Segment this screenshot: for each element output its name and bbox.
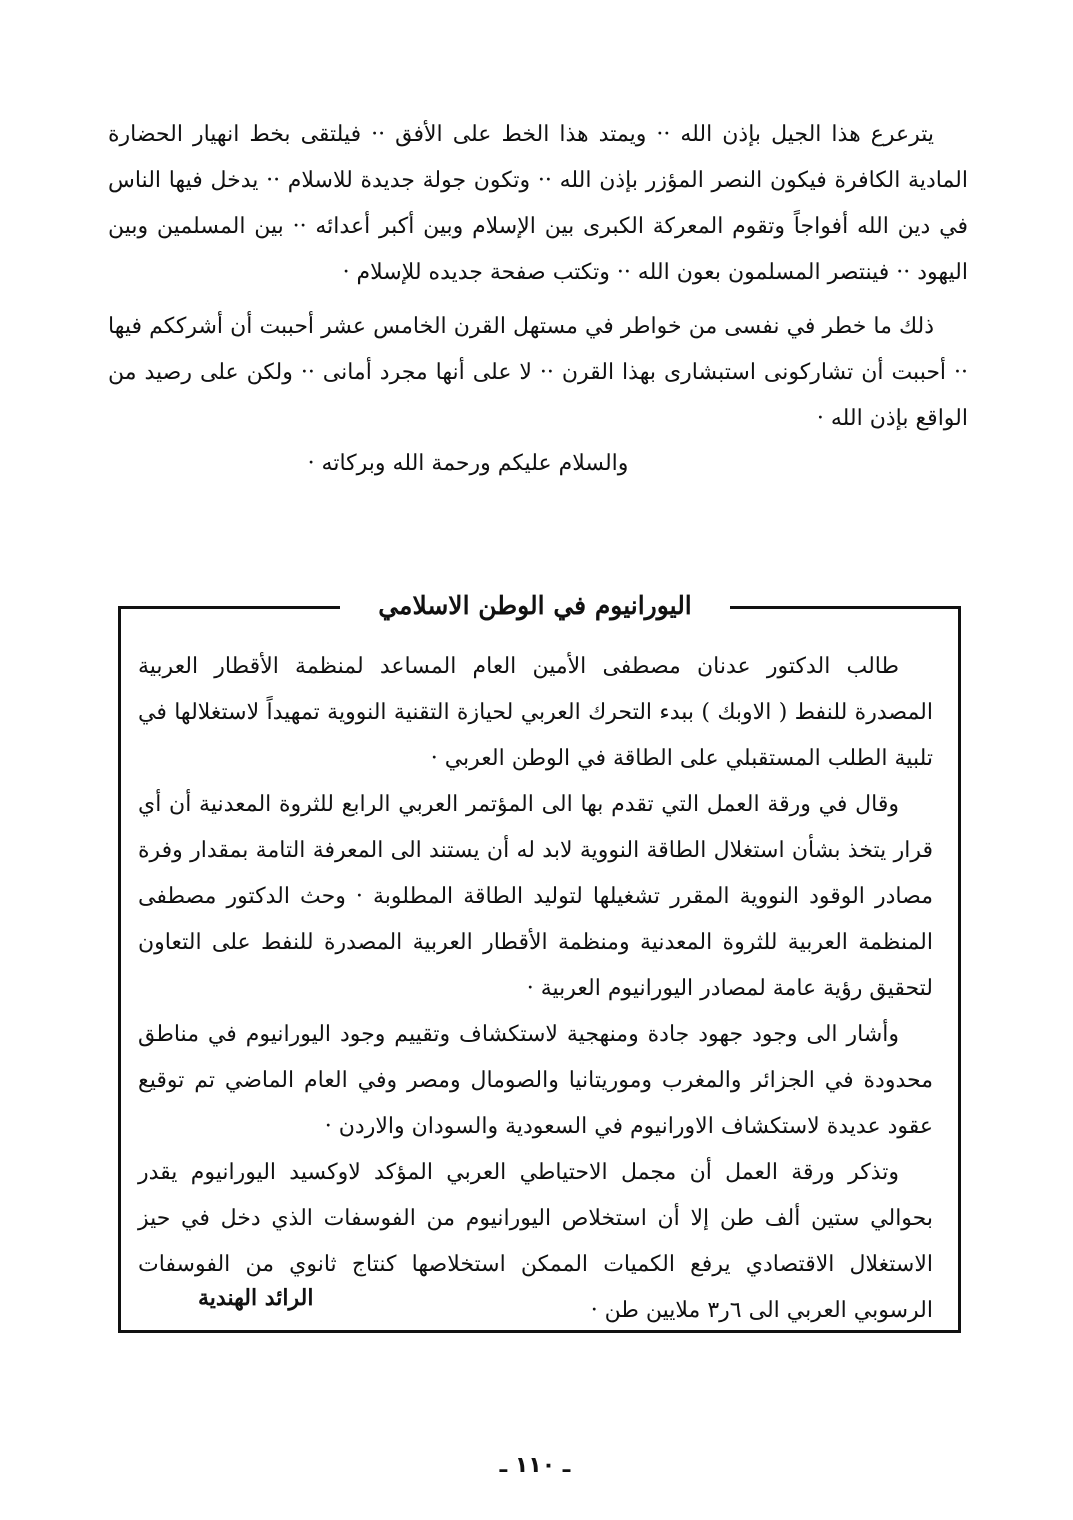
article-paragraph-2: وقال في ورقة العمل التي تقدم بها الى المؤتمر العربي الرابع للثروة المعدنية أن أي قرار يتخذ بشأن استغلال الطاقة النووية لابد له أن يستند الى المعرفة التامة بمقدار وفرة مصادر الوقود النووية المقرر تشغيلها لتوليد الطاقة المطلوبة · وحث الدكتور مصطفى المنظمة العربية للثروة المعدنية ومنظمة الأقطار العربية المصدرة للنفط على التعاون لتحقيق رؤية عامة لمصادر اليورانيوم العربية · <box>138 792 933 1001</box>
article-title: اليورانيوم في الوطن الاسلامي <box>340 586 730 626</box>
article-paragraph-1: طالب الدكتور عدنان مصطفى الأمين العام المساعد لمنظمة الأقطار العربية المصدرة للنفط ( الاوبك ) ببدء التحرك العربي لحيازة التقنية النووية تمهيداً لاستغلالها في تلبية الطلب المستقبلي على الطاقة في الوطن العربي · <box>138 654 933 771</box>
article-paragraph-3: وأشار الى وجود جهود جادة ومنهجية لاستكشاف وتقييم وجود اليورانيوم في مناطق محدودة في الجزائر والمغرب وموريتانيا والصومال ومصر وفي العام الماضي تم توقيع عقود عديدة لاستكشاف الاورانيوم في السعودية والسودان والاردن · <box>138 1022 933 1139</box>
article-author: الرائد الهندية <box>198 1285 314 1311</box>
top-text-section <box>108 112 968 442</box>
article-paragraph-4: وتذكر ورقة العمل أن مجمل الاحتياطي العربي المؤكد لاوكسيد اليورانيوم يقدر بحوالي ستين ألف طن إلا أن استخلاص اليورانيوم من الفوسفات الذي دخل في حيز الاستغلال الاقتصادي يرفع الكميات الممكن استخلاصها كنتاج ثانوي من الفوسفات الرسوبي العربي الى ٦ر٣ ملايين طن · <box>138 1160 933 1323</box>
box-top-border-left <box>121 606 346 609</box>
top-paragraph-2: ذلك ما خطر في نفسى من خواطر في مستهل القرن الخامس عشر أحببت أن أشرككم فيها ·· أحببت أن تشاركونى استبشارى بهذا القرن ·· لا على أنها مجرد أمانى ·· ولكن على رصيد من الواقع بإذن الله · <box>108 314 968 431</box>
closing-salutation: والسلام عليكم ورحمة الله وبركاته · <box>307 451 629 476</box>
box-top-border-right <box>730 606 958 609</box>
top-paragraph-1: يترعرع هذا الجيل بإذن الله ·· ويمتد هذا الخط على الأفق ·· فيلتقى بخط انهيار الحضارة المادية الكافرة فيكون النصر المؤزر بإذن الله ·· وتكون جولة جديدة للاسلام ·· يدخل فيها الناس في دين الله أفواجاً وتقوم المعركة الكبرى بين الإسلام وبين أكبر أعدائه ·· بين المسلمين وبين اليهود ·· فينتصر المسلمون بعون الله ·· وتكتب صفحة جديده للإسلام · <box>108 122 968 285</box>
article-body <box>138 644 933 1334</box>
page-number: ـ ١١٠ ـ <box>499 1453 571 1478</box>
